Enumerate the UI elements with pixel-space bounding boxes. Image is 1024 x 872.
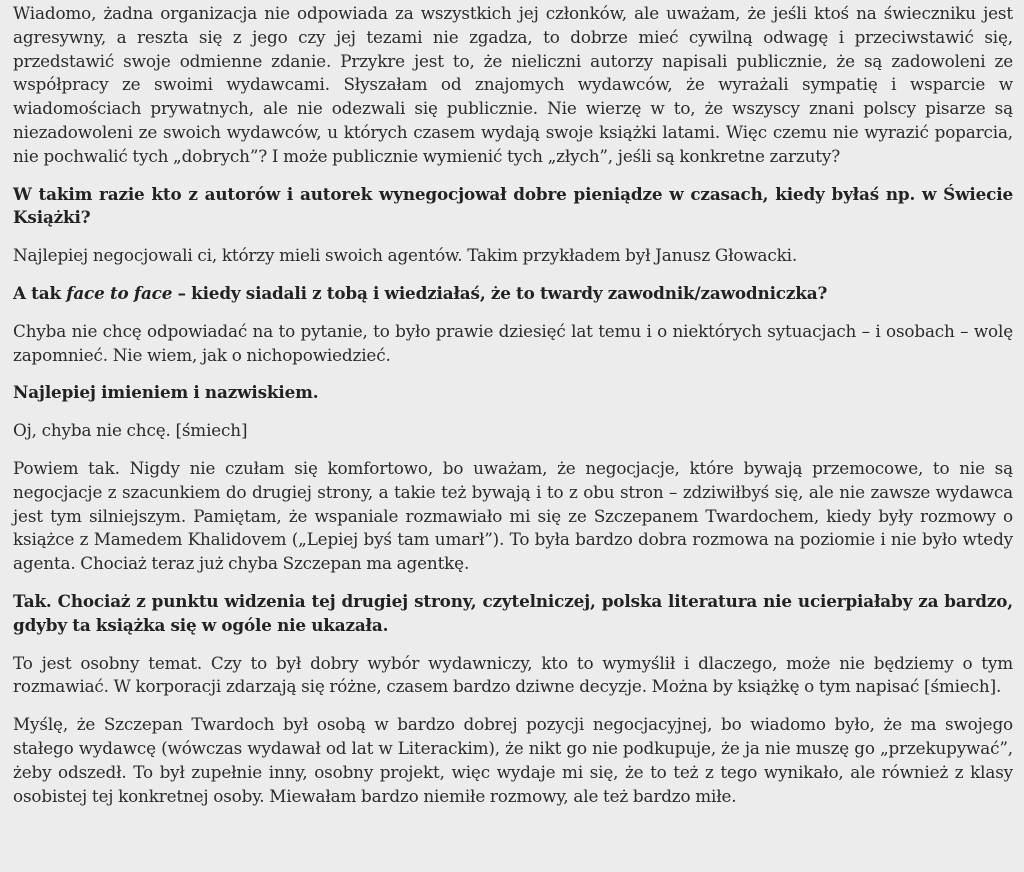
answer-paragraph-3: Chyba nie chcę odpowiadać na to pytanie, to było prawie dziesięć lat temu i o niektórych sytuacjach – i osobach – wolę zapomnieć. Nie wiem, jak o nichopowiedzieć. xyxy=(13,320,1013,365)
answer-paragraph-2: Najlepiej negocjowali ci, którzy mieli swoich agentów. Takim przykładem był Janusz Głowacki. xyxy=(13,245,798,266)
question-4: Tak. Chociaż z punktu widzenia tej drugiej strony, czytelniczej, polska literatura nie ucierpiałaby za bardzo, gdyby ta książka się w ogóle nie ukazała. xyxy=(13,590,1013,635)
answer-paragraph-6: To jest osobny temat. Czy to był dobry wybór wydawniczy, kto to wymyślił i dlaczego, może nie będziemy o tym rozmawiać. W korporacji zdarzają się różne, czasem bardzo dziwne decyzje. Można by książkę o tym napisać [śmiech]. xyxy=(13,652,1013,697)
question-2 xyxy=(13,282,1013,306)
answer-paragraph-1: Wiadomo, żadna organizacja nie odpowiada za wszystkich jej członków, ale uważam, że jeśli ktoś na świeczniku jest agresywny, a reszta się z jego czy jej tezami nie zgadza, to dobrze mieć cywilną odwagę i przeciwstawić się, przedstawić swoje odmienne zdanie. Przykre jest to, że nieliczni autorzy napisali publicznie, że są zadowoleni ze współpracy ze swoimi wydawcami. Słyszałam od znajomych wydawców, że wyrażali sympatię i wsparcie w wiadomościach prywatnych, ale nie odezwali się publicznie. Nie wierzę w to, że wszyscy znani polscy pisarze są niezadowoleni ze swoich wydawców, u których czasem wydają swoje książki latami. Więc czemu nie wyrazić poparcia, nie pochwalić tych „dobrych”? I może publicznie wymienić tych „złych”, jeśli są konkretne zarzuty? xyxy=(13,3,1013,166)
answer-paragraph-7: Myślę, że Szczepan Twardoch był osobą w bardzo dobrej pozycji negocjacyjnej, bo wiadomo było, że ma swojego stałego wydawcę (wówczas wydawał od lat w Literackim), że nikt go nie podkupuje, że ja nie muszę go „przekupywać”, żeby odszedł. To był zupełnie inny, osobny projekt, więc wydaje mi się, że to też z tego wynikało, ale również z klasy osobistej tej konkretnej osoby. Miewałam bardzo niemiłe rozmowy, ale też bardzo miłe. xyxy=(13,714,1013,806)
question-2-suffix: – kiedy siadali z tobą i wiedziałaś, że to twardy zawodnik/zawodniczka? xyxy=(172,282,828,303)
question-2-prefix: A tak xyxy=(13,282,67,303)
answer-paragraph-5: Powiem tak. Nigdy nie czułam się komfortowo, bo uważam, że negocjacje, które bywają przemocowe, to nie są negocjacje z szacunkiem do drugiej strony, a takie też bywają i to z obu stron – zdziwiłbyś się, ale nie zawsze wydawca jest tym silniejszym. Pamiętam, że wspaniale rozmawiało mi się ze Szczepanem Twardochem, kiedy były rozmowy o książce z Mamedem Khalidovem („Lepiej byś tam umarł”). To była bardzo dobra rozmowa na poziomie i nie było wtedy agenta. Chociaż teraz już chyba Szczepan ma agentkę. xyxy=(13,457,1013,574)
answer-paragraph-4: Oj, chyba nie chcę. [śmiech] xyxy=(13,420,248,441)
question-1: W takim razie kto z autorów i autorek wynegocjował dobre pieniądze w czasach, kiedy byłaś np. w Świecie Książki? xyxy=(13,183,1013,228)
question-2-italic: face to face xyxy=(66,282,173,303)
question-3: Najlepiej imieniem i nazwiskiem. xyxy=(13,382,319,403)
